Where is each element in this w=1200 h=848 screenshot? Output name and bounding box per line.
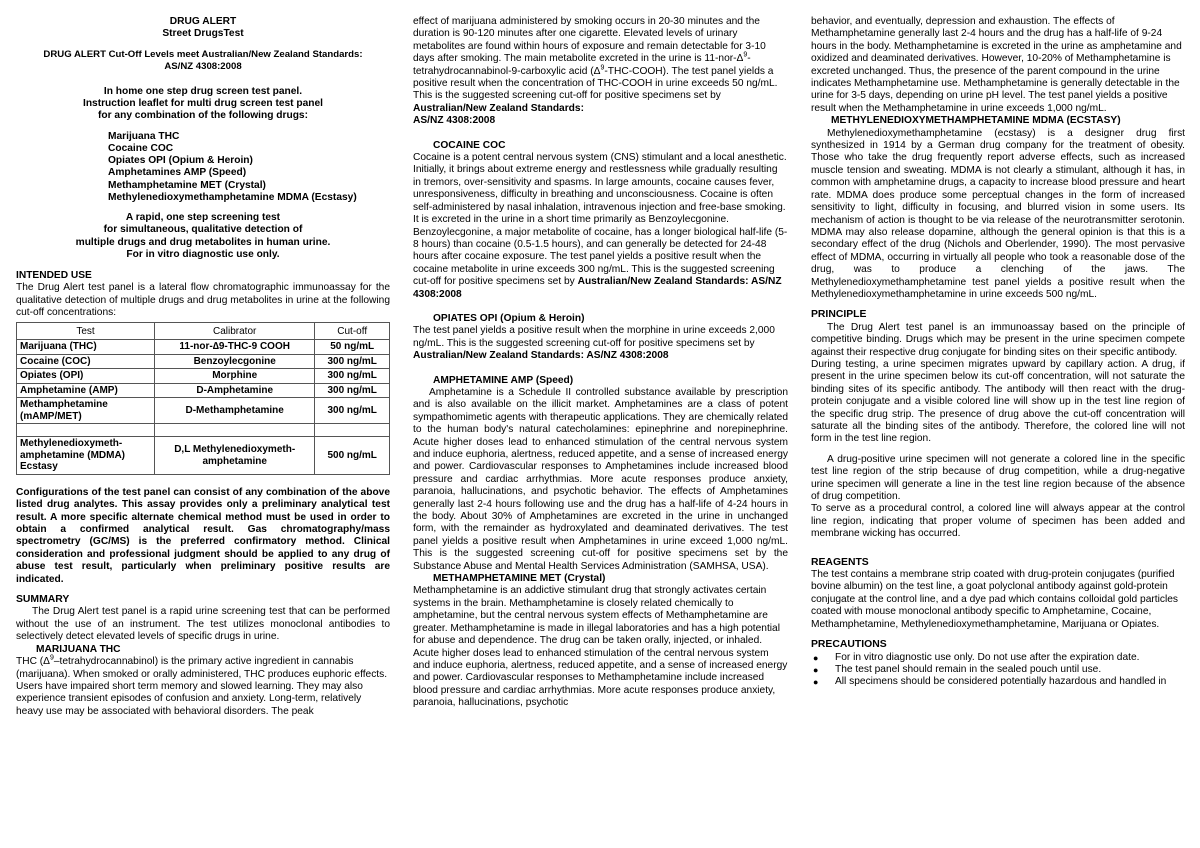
table-cell-calibrator: D-Amphetamine	[155, 383, 315, 398]
table-row	[17, 354, 390, 369]
table-cell-cutoff: 300 ng/mL	[315, 369, 390, 384]
drug-list-item: Amphetamines AMP (Speed)	[108, 167, 247, 179]
thc-continued-c: -THC-COOH). The test panel yields a positive result when the concentration of THC-COOH in urine exceeds 50 ng/mL. This is the suggested screening cut-off for positive specimens set by	[413, 65, 778, 102]
table-cell-cutoff: 50 ng/mL	[315, 340, 390, 355]
methamphetamine-continued-text: behavior, and eventually, depression and exhaustion. The effects of Methamphetamine generally last 2-4 hours and the drug has a half-life of 9-24 hours in the body. Methamphetamine is excreted in the urine as amphetamine and oxidized and deaminated derivatives. However, 10-20% of Methamphetamine is excreted unchanged. Thus, the presence of the parent compound in the urine indicates Methamphetamine use. Methamphetamine is generally detectable in the urine for 3-5 days, depending on urine pH level. The test panel yields a positive result when the Methamphetamine in urine exceeds 1,000 ng/mL.	[811, 16, 1182, 114]
column-right	[811, 16, 1185, 689]
table-cell-test: Cocaine (COC)	[17, 354, 155, 369]
thc-heading: MARIJUANA THC	[36, 643, 121, 655]
amphetamine-text: Amphetamine is a Schedule II controlled substance available by prescription and is also available on the illicit market. Amphetamines are a class of potent sympathomimetic agents with therapeutic applications. They are chemically related to the human body's natural catecholamines: epinephrine and norepinephrine. Acute higher doses lead to enhanced stimulation of the central nervous system and induce euphoria, alertness, reduced appetite, and a sense of increased energy and power. Cardiovascular responses to Amphetamines include increased blood pressure and cardiac arrhythmias. More acute responses produce anxiety, paranoia, hallucinations, and psychotic behavior. The effects of Amphetamines generally last 2-4 hours following use and the drug has a half-life of 4-24 hours in the body. About 30% of Amphetamines are excreted in the urine in unchanged form, with the remainder as hydroxylated and deaminated derivatives. The test panel yields a positive result when Amphetamines in urine exceed 1,000 ng/mL. This is the suggested screening cut-off for positive specimens set by the Substance Abuse and Mental Health Services Administration (SAMHSA, USA).	[413, 386, 788, 572]
thc-continued-b: -tetrahydrocannabinol-9-carboxylic acid (Δ	[413, 53, 751, 77]
table-cell-calibrator: Benzoylecgonine	[155, 354, 315, 369]
thc-standard: Australian/New Zealand Standards:	[413, 102, 584, 114]
drug-list-item: Methylenedioxymethamphetamine MDMA (Ecstasy)	[108, 191, 357, 203]
standards-line-1: DRUG ALERT Cut-Off Levels meet Australian/New Zealand Standards:	[43, 48, 363, 60]
opiates-paragraph	[413, 325, 788, 362]
mdma-heading: METHYLENEDIOXYMETHAMPHETAMINE MDMA (ECSTASY)	[831, 115, 1121, 127]
drug-list-item: Marijuana THC	[108, 130, 180, 142]
table-header-calibrator: Calibrator	[155, 323, 315, 340]
table-cell-test: Amphetamine (AMP)	[17, 383, 155, 398]
table-row	[17, 398, 390, 424]
precaution-item: ● All specimens should be considered potentially hazardous and handled in	[811, 676, 1185, 688]
intro-line-1: In home one step drug screen test panel.	[103, 85, 303, 97]
thc-continued-a: effect of marijuana administered by smoking occurs in 20-30 minutes and the duration is 90-120 minutes after one cigarette. Elevated levels of urinary metabolites are found within hours of exposure and remain detectable for 3-10 days after smoking. The main metabolite excreted in the urine is 11-nor-Δ	[413, 16, 766, 65]
table-row	[17, 340, 390, 355]
reagents-heading: REAGENTS	[811, 556, 869, 568]
rapid-line-1: A rapid, one step screening test	[125, 212, 281, 224]
intended-use-heading: INTENDED USE	[16, 269, 92, 281]
thc-continued-paragraph	[413, 16, 788, 115]
table-header-cutoff: Cut-off	[315, 323, 390, 340]
table-cell-cutoff: 300 ng/mL	[315, 398, 390, 424]
mdma-text: Methylenedioxymethamphetamine (ecstasy) is a designer drug first synthesized in 1914 by a German drug company for the treatment of obesity. Those who take the drug frequently report adverse effects, such as increased muscle tension and sweating. MDMA is not clearly a stimulant, although it has, in common with amphetamine drugs, a capacity to increase blood pressure and heart rate. MDMA does produce some perceptual changes in the form of increased sensitivity to light, difficulty in focusing, and blurred vision in some users. Its mechanism of action is thought to be via release of the neurotransmitter serotonin. MDMA may also release dopamine, although the general opinion is that this is a secondary effect of the drug (Nichols and Oberlender, 1990). The most pervasive effect of MDMA, occurring in virtually all people who took a reasonable dose of the drug, was to produce a clenching of the jaws. The Methylenedioxymethamphetamine test panel yields a positive result when the Methylenedioxymethamphetamine in urine exceeds 500 ng/mL.	[811, 127, 1185, 300]
table-header-row	[17, 323, 390, 340]
principle-heading: PRINCIPLE	[811, 309, 867, 321]
thc-text-prefix: THC (Δ	[16, 656, 50, 668]
precaution-item: ● The test panel should remain in the sealed pouch until use.	[811, 664, 1185, 676]
table-cell-test: Methamphetamine (mAMP/MET)	[17, 398, 155, 424]
intended-use-text: The Drug Alert test panel is a lateral flow chromatographic immunoassay for the qualitative detection of multiple drugs and drug metabolites in urine at the following cut-off concentrations:	[16, 282, 390, 318]
intro-line-3: for any combination of the following drugs:	[98, 110, 308, 122]
drug-list-item: Cocaine COC	[108, 143, 174, 155]
opiates-standard: Australian/New Zealand Standards: AS/NZ 4308:2008	[413, 350, 669, 362]
principle-paragraph-1: The Drug Alert test panel is an immunoassay based on the principle of competitive binding. Drugs which may be present in the urine specimen compete against their respective drug conjugate for binding sites on their specific antibody.	[811, 321, 1185, 358]
principle-paragraph-2: During testing, a urine specimen migrates upward by capillary action. A drug, if present in the urine specimen below its cut-off concentration, will not saturate the binding sites of its specific antibody. The antibody will then react with the drug-protein conjugate and a visible colored line will show up in the test line region of the specific drug strip. The presence of drug above the cut-off concentration will saturate all the binding sites of the antibody. Therefore, the colored line will not form in the test line region.	[811, 358, 1185, 445]
drug-list	[108, 131, 390, 204]
methamphetamine-text: Methamphetamine is an addictive stimulant drug that strongly activates certain systems in the brain. Methamphetamine is closely related chemically to amphetamine, but the central nervous system effects of Methamphetamine are greater. Methamphetamine is made in illegal laboratories and has a high potential for abuse and dependence. The drug can be taken orally, injected, or inhaled. Acute higher doses lead to enhanced stimulation of the central nervous system and induce euphoria, alertness, reduced appetite, and a sense of increased energy and power. Cardiovascular responses to Methamphetamine include increased blood pressure and cardiac arrhythmias. More acute responses produce anxiety, paranoia, hallucinations, psychotic	[413, 585, 788, 709]
thc-superscript: 9	[49, 654, 54, 662]
table-header-test: Test	[17, 323, 155, 340]
table-row	[17, 369, 390, 384]
doc-subtitle: Street DrugsTest	[162, 28, 244, 40]
table-cell-calibrator: 11-nor-∆9-THC-9 COOH	[155, 340, 315, 355]
thc-continued-sup-2: 9	[600, 64, 605, 72]
table-cell-calibrator: D-Methamphetamine	[155, 398, 315, 424]
cutoff-table	[16, 322, 390, 475]
table-row	[17, 437, 390, 475]
thc-standard-2: AS/NZ 4308:2008	[413, 115, 496, 127]
rapid-line-2: for simultaneous, qualitative detection of	[103, 224, 303, 236]
intro-line-2: Instruction leaflet for multi drug screen test panel	[82, 98, 323, 110]
table-cell-cutoff: 300 ng/mL	[315, 354, 390, 369]
precaution-item: ● For in vitro diagnostic use only. Do not use after the expiration date.	[811, 652, 1185, 664]
principle-paragraph-3: A drug-positive urine specimen will not generate a colored line in the specific test line region of the strip because of drug competition, while a drug-negative urine specimen will generate a line in the test line region because of the absence of drug competition.	[811, 453, 1185, 503]
drug-list-item: Opiates OPI (Opium & Heroin)	[108, 155, 253, 167]
summary-text: The Drug Alert test panel is a rapid urine screening test that can be performed without the use of an instrument. The test utilizes monoclonal antibodies to selectively detect elevated levels of specific drugs in urine.	[16, 606, 390, 643]
configuration-text: Configurations of the test panel can consist of any combination of the above listed drug analytes. This assay provides only a preliminary analytical test result. A more specific alternate chemical method must be used in order to obtain a confirmed analytical result. Gas chromatography/mass spectrometry (GC/MS) is the preferred confirmatory method. Clinical consideration and professional judgment should be applied to any drug of abuse test result, particularly when preliminary positive results are indicated.	[16, 486, 390, 585]
standards-line-2: AS/NZ 4308:2008	[164, 61, 242, 73]
table-row	[17, 383, 390, 398]
rapid-line-3: multiple drugs and drug metabolites in human urine.	[75, 236, 331, 248]
principle-paragraph-4: To serve as a procedural control, a colored line will always appear at the control line region, indicating that proper volume of specimen has been added and membrane wicking has occurred.	[811, 503, 1185, 540]
cocaine-standard: Australian/New Zealand Standards: AS/NZ 4308:2008	[413, 276, 782, 300]
summary-heading: SUMMARY	[16, 594, 70, 606]
table-spacer-row	[17, 424, 390, 437]
table-cell-cutoff: 300 ng/mL	[315, 383, 390, 398]
cocaine-heading: COCAINE COC	[433, 139, 506, 151]
table-cell-test: Marijuana (THC)	[17, 340, 155, 355]
cocaine-paragraph	[413, 152, 788, 301]
table-cell-test: Opiates (OPI)	[17, 369, 155, 384]
table-cell-calibrator: Morphine	[155, 369, 315, 384]
column-middle	[413, 16, 788, 710]
thc-continued-sup: 9	[743, 51, 748, 59]
amphetamine-heading: AMPHETAMINE AMP (Speed)	[433, 374, 574, 386]
reagents-text: The test contains a membrane strip coated with drug-protein conjugates (purified bovine albumin) on the test line, a goat polyclonal antibody against gold-protein conjugate at the control line, and a dye pad which contains colloidal gold particles coated with mouse monoclonal antibody specific to Amphetamine, Cocaine, Methamphetamine, Methylenedioxymethamphetamine, Marijuana or Opiates.	[811, 569, 1178, 630]
rapid-line-4: For in vitro diagnostic use only.	[126, 249, 280, 261]
precautions-heading: PRECAUTIONS	[811, 639, 887, 651]
drug-list-item: Methamphetamine MET (Crystal)	[108, 179, 266, 191]
thc-paragraph	[16, 656, 390, 718]
opiates-text: The test panel yields a positive result when the morphine in urine exceeds 2,000 ng/mL. This is the suggested screening cut-off for positive specimens set by	[413, 325, 775, 349]
doc-title: DRUG ALERT	[169, 16, 237, 27]
table-cell-calibrator: D,L Methylenedioxymeth-amphetamine	[155, 437, 315, 475]
thc-text: –tetrahydrocannabinol) is the primary active ingredient in cannabis (marijuana). When smoked or orally administered, THC produces euphoric effects. Users have impaired short term memory and slowed learning. They may also experience transient episodes of confusion and anxiety. Long-term, relatively heavy use may be associated with behavioral disorders. The peak	[16, 656, 388, 717]
column-left	[16, 16, 390, 718]
table-cell-test: Methylenedioxymeth-amphetamine (MDMA) Ecstasy	[17, 437, 155, 475]
cocaine-text: Cocaine is a potent central nervous system (CNS) stimulant and a local anesthetic. Initially, it brings about extreme energy and restlessness while gradually resulting in tremors, over-sensitivity and spasms. In large amounts, cocaine causes fever, unresponsiveness, difficulty in breathing and unconsciousness. Cocaine is often self-administered by nasal inhalation, intravenous injection and free-base smoking. It is excreted in the urine in a short time primarily as Benzoylecgonine. Benzoylecgonine, a major metabolite of cocaine, has a longer biological half-life (5-8 hours) than cocaine (0.5-1.5 hours), and can generally be detected for 24-48 hours after cocaine exposure. The test panel yields a positive result when the cocaine metabolite in urine exceeds 300 ng/mL. This is the suggested screening cut-off for positive specimens set by	[413, 152, 788, 288]
table-cell-cutoff: 500 ng/mL	[315, 437, 390, 475]
methamphetamine-heading: METHAMPHETAMINE MET (Crystal)	[433, 573, 606, 585]
opiates-heading: OPIATES OPI (Opium & Heroin)	[433, 312, 585, 324]
